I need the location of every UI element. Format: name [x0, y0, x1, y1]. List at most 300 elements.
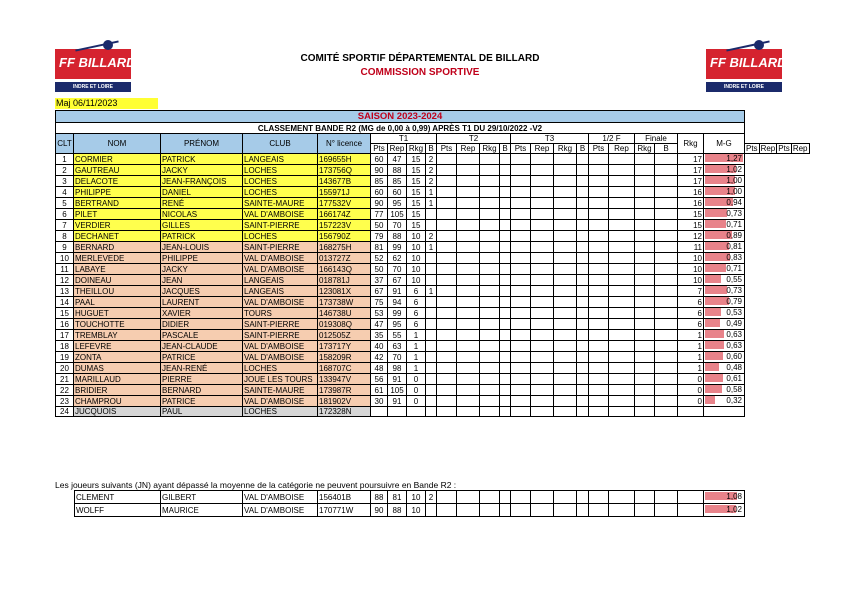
empty-cell: [480, 253, 500, 264]
table-row: [56, 253, 810, 264]
table-row: [56, 154, 810, 165]
t1-rep-cell: 91: [388, 396, 407, 407]
t1-rkg-cell: 15: [407, 176, 426, 187]
mg-cell: [704, 264, 745, 275]
page-title: COMITÉ SPORTIF DÉPARTEMENTAL DE BILLARD: [300, 53, 540, 64]
col-mg: M-G: [704, 134, 745, 154]
firstname-cell: NICOLAS: [161, 209, 243, 220]
empty-cell: [589, 407, 609, 417]
t1-b-cell: [426, 297, 437, 308]
empty-cell: [457, 341, 480, 352]
empty-cell: [531, 396, 554, 407]
mg-cell: [704, 220, 745, 231]
col-t1: T1: [371, 134, 437, 144]
empty-cell: [589, 220, 609, 231]
firstname-cell: DIDIER: [161, 319, 243, 330]
table-row: [56, 374, 810, 385]
empty-cell: [635, 297, 655, 308]
t1-rep-cell: 70: [388, 220, 407, 231]
final-rkg-cell: 17: [678, 165, 704, 176]
t1-rep-cell: [388, 407, 407, 417]
empty-cell: [437, 275, 457, 286]
empty-cell: [511, 242, 531, 253]
empty-cell: [635, 385, 655, 396]
empty-cell: [577, 154, 589, 165]
firstname-cell: PHILIPPE: [161, 253, 243, 264]
empty-cell: [609, 352, 635, 363]
t1-rep-cell: 67: [388, 275, 407, 286]
table-row: [56, 187, 810, 198]
rank-cell: 13: [56, 286, 74, 297]
licence-cell: 168707C: [318, 363, 371, 374]
t1-b-cell: [426, 385, 437, 396]
firstname-cell: BERNARD: [161, 385, 243, 396]
empty-cell: [655, 220, 678, 231]
final-rkg-cell: 7: [678, 286, 704, 297]
t1-rep-cell: 88: [388, 165, 407, 176]
empty-cell: [480, 275, 500, 286]
firstname-cell: JACKY: [161, 264, 243, 275]
rank-cell: 3: [56, 176, 74, 187]
t1-rep-cell: 91: [388, 286, 407, 297]
empty-cell: [511, 407, 531, 417]
empty-cell: [437, 407, 457, 417]
empty-cell: [480, 363, 500, 374]
empty-cell: [554, 341, 577, 352]
table-row: [56, 297, 810, 308]
mg-cell: [704, 209, 745, 220]
empty-cell: [437, 253, 457, 264]
empty-cell: [635, 319, 655, 330]
t1-b-cell: 2: [426, 165, 437, 176]
final-rkg-cell: 16: [678, 187, 704, 198]
empty-cell: [655, 209, 678, 220]
empty-cell: [609, 374, 635, 385]
mg-cell: [704, 491, 745, 504]
empty-cell: [635, 491, 655, 504]
mg-value: 0,71: [726, 220, 742, 229]
empty-cell: [554, 319, 577, 330]
mg-value: 0,60: [726, 352, 742, 361]
empty-cell: [655, 187, 678, 198]
club-cell: LOCHES: [243, 187, 318, 198]
season-title: SAISON 2023-2024: [56, 111, 745, 123]
t1-pts-cell: 75: [371, 297, 388, 308]
mg-value: 0,48: [726, 363, 742, 372]
empty-cell: [589, 297, 609, 308]
empty-cell: [589, 504, 609, 517]
empty-cell: [457, 253, 480, 264]
name-cell: MERLEVEDE: [74, 253, 161, 264]
col-rkg: Rkg: [678, 134, 704, 154]
empty-cell: [655, 198, 678, 209]
empty-cell: [589, 308, 609, 319]
rank-cell: 2: [56, 165, 74, 176]
empty-cell: [437, 374, 457, 385]
rank-cell: 14: [56, 297, 74, 308]
empty-cell: [554, 491, 577, 504]
firstname-cell: JACKY: [161, 165, 243, 176]
empty-cell: [500, 374, 511, 385]
t1-rkg-cell: 1: [407, 352, 426, 363]
mg-value: 0,79: [726, 297, 742, 306]
empty-cell: [480, 286, 500, 297]
empty-cell: [577, 330, 589, 341]
empty-cell: [589, 352, 609, 363]
subcol-rep: Rep: [609, 144, 635, 154]
name-cell: HUGUET: [74, 308, 161, 319]
empty-cell: [500, 176, 511, 187]
empty-cell: [457, 264, 480, 275]
empty-cell: [589, 396, 609, 407]
rank-cell: 8: [56, 231, 74, 242]
empty-cell: [577, 209, 589, 220]
empty-cell: [554, 308, 577, 319]
table-row: [56, 286, 810, 297]
empty-cell: [655, 396, 678, 407]
t1-rkg-cell: 15: [407, 209, 426, 220]
club-cell: SAINT-PIERRE: [243, 330, 318, 341]
empty-cell: [480, 209, 500, 220]
empty-cell: [655, 176, 678, 187]
empty-cell: [457, 297, 480, 308]
name-cell: WOLFF: [75, 504, 161, 517]
empty-cell: [437, 286, 457, 297]
table-row: [56, 165, 810, 176]
rank-cell: 24: [56, 407, 74, 417]
name-cell: CLEMENT: [75, 491, 161, 504]
mg-value: 1,02: [726, 505, 742, 514]
empty-cell: [500, 319, 511, 330]
empty-cell: [589, 385, 609, 396]
subcol-b: B: [426, 144, 437, 154]
name-cell: MARILLAUD: [74, 374, 161, 385]
final-rkg-cell: 17: [678, 176, 704, 187]
table-row: [56, 341, 810, 352]
empty-cell: [437, 504, 457, 517]
empty-cell: [635, 330, 655, 341]
empty-cell: [531, 176, 554, 187]
empty-cell: [480, 374, 500, 385]
rank-cell: 9: [56, 242, 74, 253]
empty-cell: [609, 286, 635, 297]
empty-cell: [554, 209, 577, 220]
empty-cell: [457, 407, 480, 417]
col-t2: T2: [437, 134, 511, 144]
table-row: [56, 231, 810, 242]
empty-cell: [511, 491, 531, 504]
empty-cell: [437, 319, 457, 330]
empty-cell: [577, 504, 589, 517]
empty-cell: [437, 385, 457, 396]
empty-cell: [500, 275, 511, 286]
table-row: [56, 176, 810, 187]
t1-rkg-cell: 0: [407, 385, 426, 396]
mg-cell: [704, 286, 745, 297]
t1-b-cell: 1: [426, 286, 437, 297]
classement-table: [55, 110, 810, 417]
empty-cell: [589, 209, 609, 220]
empty-cell: [635, 374, 655, 385]
licence-cell: 169655H: [318, 154, 371, 165]
rank-cell: 6: [56, 209, 74, 220]
subcol-pts: Pts: [746, 144, 758, 153]
mg-bar: [705, 220, 726, 228]
empty-cell: [609, 396, 635, 407]
empty-cell: [577, 253, 589, 264]
t1-pts-cell: 77: [371, 209, 388, 220]
empty-cell: [437, 491, 457, 504]
empty-cell: [554, 504, 577, 517]
t1-b-cell: [426, 352, 437, 363]
final-rkg-cell: 0: [678, 385, 704, 396]
name-cell: VERDIER: [74, 220, 161, 231]
empty-cell: [589, 253, 609, 264]
final-rkg-cell: 6: [678, 308, 704, 319]
t1-b-cell: [426, 275, 437, 286]
firstname-cell: PATRICE: [161, 352, 243, 363]
empty-cell: [511, 352, 531, 363]
t1-b-cell: [426, 330, 437, 341]
empty-cell: [480, 385, 500, 396]
licence-cell: 173738W: [318, 297, 371, 308]
empty-cell: [554, 352, 577, 363]
empty-cell: [511, 176, 531, 187]
empty-cell: [437, 242, 457, 253]
empty-cell: [554, 363, 577, 374]
mg-cell: [704, 198, 745, 209]
t1-pts-cell: 90: [371, 504, 388, 517]
empty-cell: [635, 352, 655, 363]
name-cell: TOUCHOTTE: [74, 319, 161, 330]
t1-rep-cell: 88: [388, 504, 407, 517]
mg-bar: [705, 374, 723, 382]
empty-cell: [480, 504, 500, 517]
club-cell: VAL D'AMBOISE: [243, 396, 318, 407]
name-cell: ZONTA: [74, 352, 161, 363]
t1-b-cell: 1: [426, 187, 437, 198]
empty-cell: [531, 297, 554, 308]
firstname-cell: XAVIER: [161, 308, 243, 319]
t1-rep-cell: 91: [388, 374, 407, 385]
empty-cell: [577, 297, 589, 308]
empty-cell: [437, 198, 457, 209]
t1-b-cell: [426, 504, 437, 517]
mg-value: 0,89: [726, 231, 742, 240]
t1-rkg-cell: 0: [407, 374, 426, 385]
empty-cell: [655, 319, 678, 330]
empty-cell: [511, 363, 531, 374]
subcol-rep: Rep: [388, 144, 407, 154]
empty-cell: [554, 187, 577, 198]
club-cell: VAL D'AMBOISE: [243, 297, 318, 308]
final-rkg-cell: 12: [678, 231, 704, 242]
t1-b-cell: [426, 253, 437, 264]
name-cell: THEILLOU: [74, 286, 161, 297]
subcol-rep: Rep: [531, 144, 554, 154]
club-cell: LOCHES: [243, 165, 318, 176]
t1-pts-cell: 50: [371, 264, 388, 275]
empty-cell: [554, 198, 577, 209]
empty-cell: [554, 176, 577, 187]
mg-value: 0,55: [726, 275, 742, 284]
empty-cell: [589, 242, 609, 253]
t1-pts-cell: 53: [371, 308, 388, 319]
name-cell: BRIDIER: [74, 385, 161, 396]
empty-cell: [635, 242, 655, 253]
empty-cell: [457, 198, 480, 209]
table-row: [56, 330, 810, 341]
t1-rkg-cell: 1: [407, 363, 426, 374]
mg-bar: [705, 286, 727, 294]
mg-cell: [704, 385, 745, 396]
empty-cell: [480, 264, 500, 275]
final-rkg-cell: 10: [678, 253, 704, 264]
name-cell: CORMIER: [74, 154, 161, 165]
empty-cell: [531, 198, 554, 209]
empty-cell: [577, 308, 589, 319]
t1-rkg-cell: 15: [407, 198, 426, 209]
name-cell: BERNARD: [74, 242, 161, 253]
final-rkg-cell: [678, 407, 704, 417]
name-cell: DOINEAU: [74, 275, 161, 286]
empty-cell: [635, 231, 655, 242]
t1-pts-cell: 48: [371, 363, 388, 374]
club-cell: LOCHES: [243, 231, 318, 242]
empty-cell: [500, 154, 511, 165]
empty-cell: [500, 286, 511, 297]
empty-cell: [655, 231, 678, 242]
empty-cell: [577, 176, 589, 187]
mg-value: 0,94: [726, 198, 742, 207]
t1-b-cell: [426, 407, 437, 417]
empty-cell: [635, 165, 655, 176]
empty-cell: [577, 231, 589, 242]
t1-b-cell: [426, 374, 437, 385]
club-cell: VAL D'AMBOISE: [243, 491, 318, 504]
empty-cell: [511, 264, 531, 275]
empty-cell: [577, 407, 589, 417]
licence-cell: 172328N: [318, 407, 371, 417]
empty-cell: [554, 253, 577, 264]
subcol-rkg: Rkg: [407, 144, 426, 154]
t1-pts-cell: 35: [371, 330, 388, 341]
rank-cell: 15: [56, 308, 74, 319]
club-cell: VAL D'AMBOISE: [243, 504, 318, 517]
empty-cell: [531, 275, 554, 286]
empty-cell: [577, 165, 589, 176]
empty-cell: [437, 341, 457, 352]
empty-cell: [554, 264, 577, 275]
empty-cell: [635, 286, 655, 297]
empty-cell: [457, 319, 480, 330]
empty-cell: [554, 231, 577, 242]
empty-cell: [457, 352, 480, 363]
empty-cell: [609, 308, 635, 319]
empty-cell: [655, 253, 678, 264]
empty-cell: [511, 330, 531, 341]
empty-cell: [554, 220, 577, 231]
empty-cell: [655, 407, 678, 417]
jn-note: Les joueurs suivants (JN) ayant dépassé la moyenne de la catégorie ne peuvent poursuivre en Bande R2 :: [55, 480, 457, 490]
empty-cell: [554, 407, 577, 417]
t1-b-cell: 2: [426, 176, 437, 187]
empty-cell: [554, 165, 577, 176]
name-cell: JUCQUOIS: [74, 407, 161, 417]
t1-pts-cell: 88: [371, 491, 388, 504]
t1-pts-cell: [371, 407, 388, 417]
empty-cell: [655, 491, 678, 504]
empty-cell: [457, 209, 480, 220]
empty-cell: [554, 154, 577, 165]
name-cell: PAAL: [74, 297, 161, 308]
empty-cell: [589, 198, 609, 209]
empty-cell: [531, 363, 554, 374]
name-cell: TREMBLAY: [74, 330, 161, 341]
empty-cell: [437, 308, 457, 319]
t1-b-cell: [426, 264, 437, 275]
empty-cell: [655, 286, 678, 297]
jn-row: [75, 504, 745, 517]
empty-cell: [457, 363, 480, 374]
mg-bar: [705, 330, 724, 338]
final-rkg-cell: 0: [678, 374, 704, 385]
t1-pts-cell: 37: [371, 275, 388, 286]
mg-cell: [704, 231, 745, 242]
empty-cell: [609, 154, 635, 165]
licence-cell: 170771W: [318, 504, 371, 517]
firstname-cell: PIERRE: [161, 374, 243, 385]
empty-cell: [437, 154, 457, 165]
t1-rkg-cell: 6: [407, 319, 426, 330]
club-cell: SAINT-PIERRE: [243, 242, 318, 253]
empty-cell: [457, 374, 480, 385]
table-row: [56, 308, 810, 319]
empty-cell: [480, 352, 500, 363]
t1-b-cell: 2: [426, 231, 437, 242]
empty-cell: [457, 231, 480, 242]
empty-cell: [480, 341, 500, 352]
t1-b-cell: 2: [426, 491, 437, 504]
empty-cell: [531, 231, 554, 242]
empty-cell: [554, 396, 577, 407]
empty-cell: [500, 352, 511, 363]
t1-rep-cell: 105: [388, 209, 407, 220]
t1-rkg-cell: 6: [407, 308, 426, 319]
mg-value: 0,71: [726, 264, 742, 273]
empty-cell: [437, 330, 457, 341]
empty-cell: [554, 275, 577, 286]
t1-pts-cell: 42: [371, 352, 388, 363]
col-clt: CLT: [56, 134, 74, 154]
empty-cell: [500, 491, 511, 504]
rank-cell: 5: [56, 198, 74, 209]
t1-rkg-cell: 10: [407, 264, 426, 275]
mg-cell: [704, 374, 745, 385]
empty-cell: [457, 330, 480, 341]
empty-cell: [609, 319, 635, 330]
firstname-cell: MAURICE: [161, 504, 243, 517]
empty-cell: [480, 491, 500, 504]
col-licence: N° licence: [318, 134, 371, 154]
empty-cell: [511, 396, 531, 407]
empty-cell: [577, 286, 589, 297]
mg-cell: [704, 242, 745, 253]
empty-cell: [480, 242, 500, 253]
empty-cell: [480, 297, 500, 308]
empty-cell: [609, 253, 635, 264]
empty-cell: [635, 275, 655, 286]
